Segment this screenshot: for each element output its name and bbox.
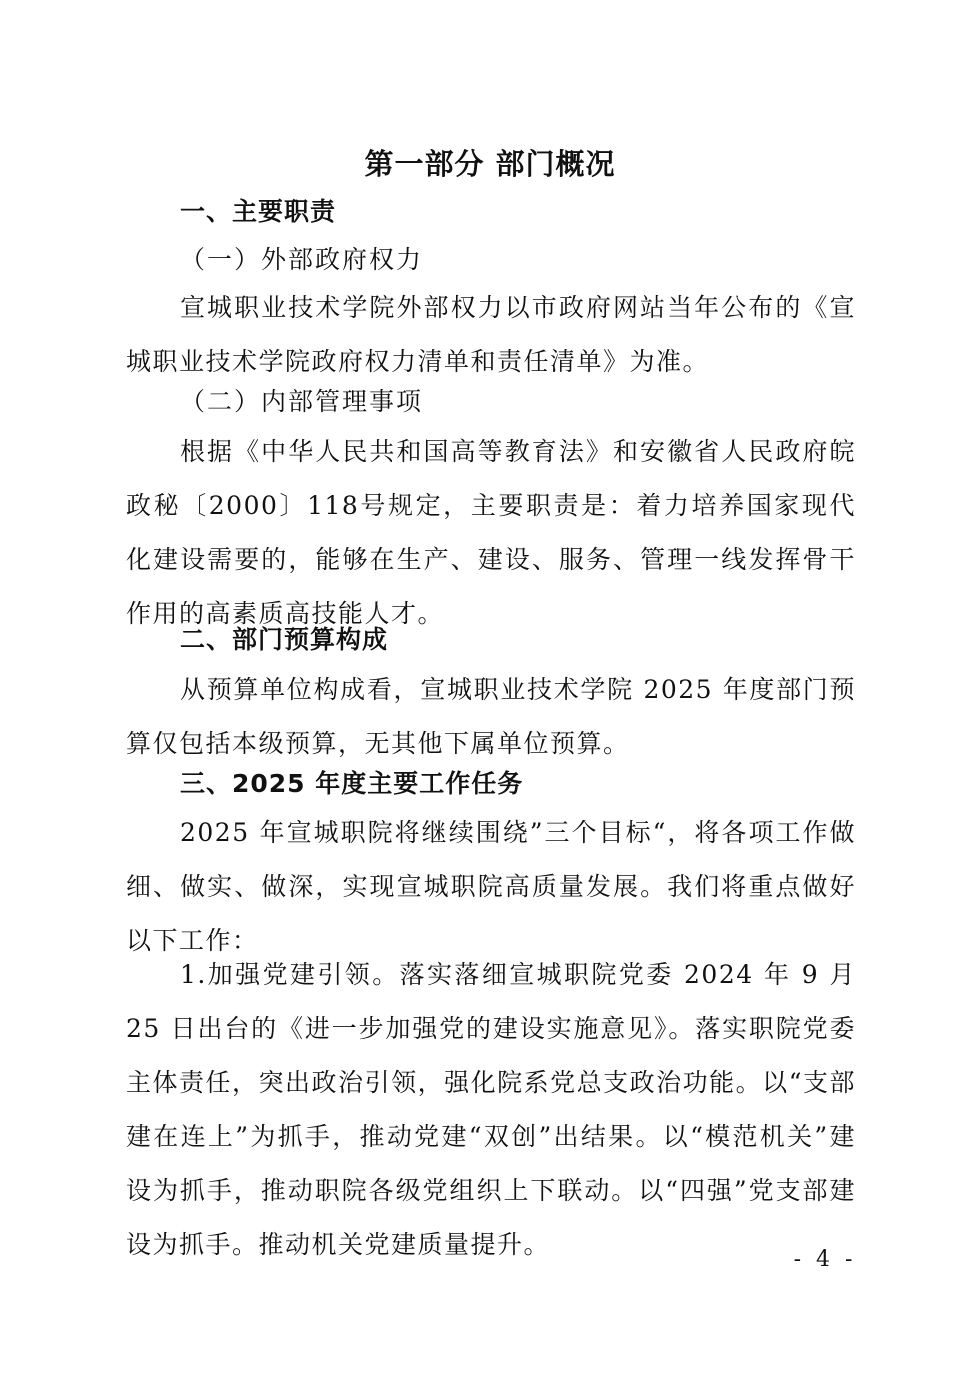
section-heading-budget-composition: 二、部门预算构成 [180,625,389,654]
subheading-internal-management: （二）内部管理事项 [180,387,424,416]
page-title: 第一部分 部门概况 [364,147,616,181]
paragraph-external-power: 宣城职业技术学院外部权力以市政府网站当年公布的《宣城职业技术学院政府权力清单和责任清单》为准。 [126,293,856,376]
section-heading-main-duties: 一、主要职责 [180,197,337,226]
paragraph-party-building: 1.加强党建引领。落实落细宣城职院党委 2024 年 9 月 25 日出台的《进一步加强党的建设实施意见》。落实职院党委主体责任，突出政治引领，强化院系党总支政治功能。以“支部建在连上”为抓手，推动党建“双创”出结果。以“模范机关”建设为抓手，推动职院各级党组织上下联动。以“四强”党支部建设为抓手。推动机关党建质量提升。 [126,960,856,1259]
page-number: - 4 - [793,1247,857,1272]
section-heading-main-tasks: 三、2025 年度主要工作任务 [180,769,524,798]
paragraph-main-tasks-intro: 2025 年宣城职院将继续围绕”三个目标“，将各项工作做细、做实、做深，实现宣城职院高质量发展。我们将重点做好以下工作： [126,818,856,955]
paragraph-budget-composition: 从预算单位构成看，宣城职业技术学院 2025 年度部门预算仅包括本级预算，无其他下属单位预算。 [126,675,856,758]
subheading-external-power: （一）外部政府权力 [180,245,424,274]
paragraph-internal-management: 根据《中华人民共和国高等教育法》和安徽省人民政府皖政秘〔2000〕118号规定，主要职责是：着力培养国家现代化建设需要的，能够在生产、建设、服务、管理一线发挥骨干作用的高素质高技能人才。 [126,437,856,628]
